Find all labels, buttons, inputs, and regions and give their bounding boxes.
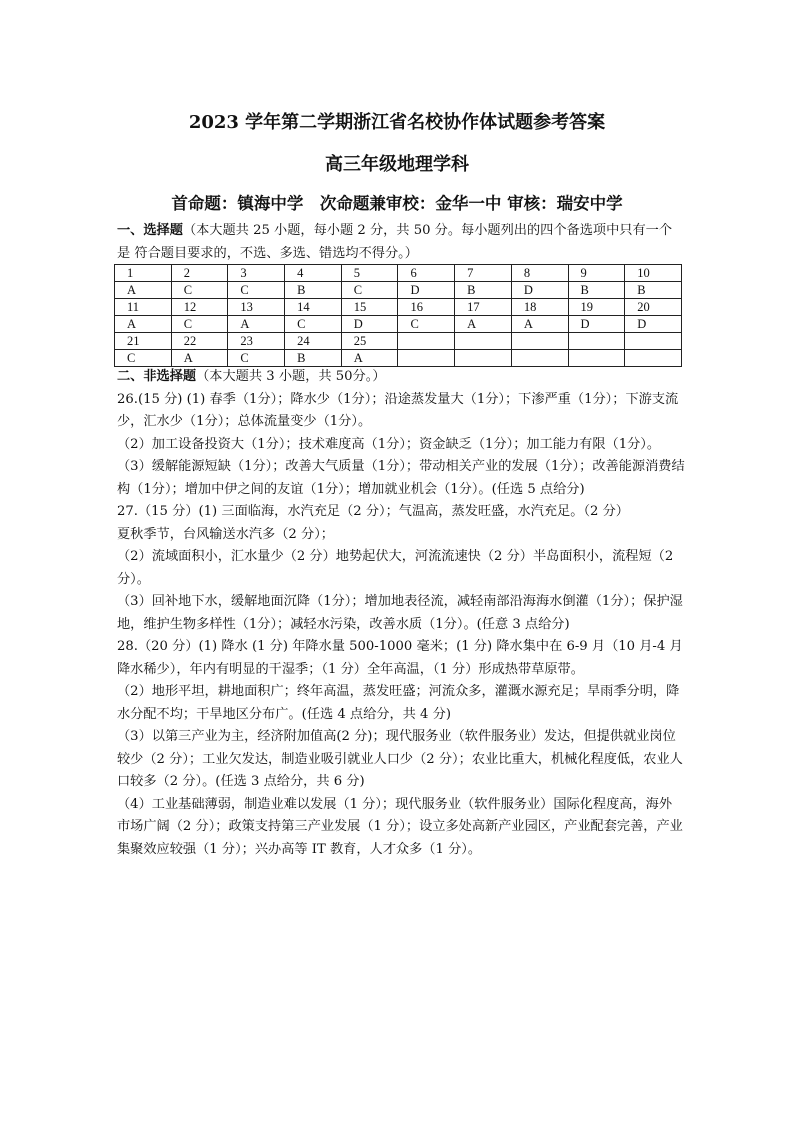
document-subtitle: 高三年级地理学科 <box>325 154 469 175</box>
answer-cell: A <box>511 316 568 333</box>
question-number-cell: 2 <box>171 265 228 282</box>
section-note: （本大题共 3 小题，共 50分。） <box>196 369 386 384</box>
answer-cell: C <box>341 282 398 299</box>
question-number-cell: 25 <box>341 333 398 350</box>
question-number-cell: 3 <box>228 265 285 282</box>
question-number-cell: 10 <box>625 265 682 282</box>
question-number-cell: 11 <box>115 299 172 316</box>
question-number-cell: 20 <box>625 299 682 316</box>
answer-cell: D <box>568 316 625 333</box>
section-heading: 二、非选择题 <box>117 369 197 384</box>
answer-paragraph: （2）加工设备投资大（1分）；技术难度高（1分）；资金缺乏（1分）；加工能力有限（1分）。 <box>117 436 661 452</box>
answer-paragraph: 28.（20 分）(1) 降水 (1 分) 年降水量 500-1000 毫米；(1 分) 降水集中在 6-9 月（10 月-4 月降水稀少），年内有明显的干湿季；（1 分）全年高温，（1 分）形成热带草原带。 <box>117 639 683 677</box>
question-number-cell: 7 <box>455 265 512 282</box>
question-number-cell: 23 <box>228 333 285 350</box>
question-number-cell: 9 <box>568 265 625 282</box>
question-number-cell: 14 <box>285 299 342 316</box>
section-heading: 一、选择题 <box>117 223 183 238</box>
answer-paragraph: 27.（15 分）(1) 三面临海，水汽充足（2 分）；气温高，蒸发旺盛，水汽充足。（2 分） <box>117 504 629 519</box>
question-number-cell: 17 <box>455 299 512 316</box>
answer-cell: B <box>285 282 342 299</box>
answer-cell: C <box>115 350 172 367</box>
question-number-cell: 13 <box>228 299 285 316</box>
question-number-cell: 1 <box>115 265 172 282</box>
answer-cell: A <box>341 350 398 367</box>
answer-table-row <box>115 316 682 333</box>
question-number-cell: 24 <box>285 333 342 350</box>
question-number-cell: 12 <box>171 299 228 316</box>
answer-table-row <box>115 265 682 282</box>
answer-cell: D <box>511 282 568 299</box>
question-number-cell <box>511 333 568 350</box>
answer-cell: D <box>341 316 398 333</box>
answer-cell: C <box>171 316 228 333</box>
section-note: （本大题共 25 小题，每小题 2 分，共 50 分。每小题列出的四个备选项中只有一个是 符合题目要求的，不选、多选、错选均不得分。） <box>117 223 673 261</box>
answer-paragraph: （3）以第三产业为主，经济附加值高(2 分)；现代服务业（软件服务业）发达，但提供就业岗位较少（2 分）；工业欠发达，制造业吸引就业人口少（2 分）；农业比重大，机械化程度低，农业人口较多（2 分）。(任选 3 点给分，共 6 分) <box>117 729 683 789</box>
answer-cell: C <box>398 316 455 333</box>
answer-cell <box>455 350 512 367</box>
answer-paragraph: （3）回补地下水，缓解地面沉降（1分）；增加地表径流，减轻南部沿海海水倒灌（1分）；保护湿地，维护生物多样性（1分）；减轻水污染，改善水质（1分）。(任意 3 点给分) <box>117 594 683 632</box>
answer-cell: C <box>285 316 342 333</box>
answer-paragraph: 26.(15 分) (1) 春季（1分）；降水少（1分）；沿途蒸发量大（1分）；下渗严重（1分）；下游支流少，汇水少（1分）；总体流量变少（1分）。 <box>117 391 679 429</box>
question-number-cell: 5 <box>341 265 398 282</box>
section-multiple-choice-header <box>117 220 685 265</box>
answer-table-row <box>115 333 682 350</box>
answer-cell: A <box>115 316 172 333</box>
answer-cell <box>511 350 568 367</box>
answer-table <box>114 264 682 367</box>
committee-line: 首命题：镇海中学 次命题兼审校：金华一中 审核：瑞安中学 <box>171 194 623 213</box>
answer-cell: B <box>455 282 512 299</box>
question-number-cell <box>625 333 682 350</box>
question-number-cell: 6 <box>398 265 455 282</box>
answer-paragraph: （4）工业基础薄弱，制造业难以发展（1 分）；现代服务业（软件服务业）国际化程度高，海外市场广阔（2 分）；政策支持第三产业发展（1 分）；设立多处高新产业园区，产业配套完善，产业集聚效应较强（1 分）；兴办高等 IT 教育，人才众多（1 分）。 <box>117 796 683 857</box>
answer-cell <box>568 350 625 367</box>
answer-cell: B <box>285 350 342 367</box>
question-number-cell: 4 <box>285 265 342 282</box>
section2-header <box>117 366 685 389</box>
answer-cell: A <box>455 316 512 333</box>
question-number-cell: 21 <box>115 333 172 350</box>
answer-table-row <box>115 282 682 299</box>
answer-table-body <box>115 265 682 367</box>
answer-cell: A <box>171 350 228 367</box>
question-number-cell: 16 <box>398 299 455 316</box>
answer-table-row <box>115 299 682 316</box>
answer-cell <box>625 350 682 367</box>
answer-paragraph: （3）缓解能源短缺（1分）；改善大气质量（1分）；带动相关产业的发展（1分）；改善能源消费结构（1分）；增加中伊之间的友谊（1分）；增加就业机会（1分）。(任选 5 点给分) <box>117 459 685 497</box>
question-number-cell: 15 <box>341 299 398 316</box>
question-number-cell: 8 <box>511 265 568 282</box>
answer-cell <box>398 350 455 367</box>
question-number-cell <box>398 333 455 350</box>
answer-cell: D <box>398 282 455 299</box>
answer-cell: D <box>625 316 682 333</box>
answer-cell: C <box>171 282 228 299</box>
question-number-cell: 19 <box>568 299 625 316</box>
answer-cell: C <box>228 350 285 367</box>
answer-cell: B <box>568 282 625 299</box>
question-number-cell <box>455 333 512 350</box>
question-number-cell <box>568 333 625 350</box>
answer-paragraphs <box>117 389 685 862</box>
answer-paragraph: （2）流域面积小，汇水量少（2 分）地势起伏大，河流流速快（2 分）半岛面积小，流程短（2 分）。 <box>117 549 674 587</box>
answer-cell: A <box>228 316 285 333</box>
answer-table-row <box>115 350 682 367</box>
section-open-questions <box>117 366 685 861</box>
answer-cell: C <box>228 282 285 299</box>
answer-cell: B <box>625 282 682 299</box>
answer-cell: A <box>115 282 172 299</box>
document-title: 2023 学年第二学期浙江省名校协作体试题参考答案 <box>188 112 606 133</box>
answer-paragraph: 夏秋季节，台风输送水汽多（2 分）； <box>117 526 334 542</box>
question-number-cell: 22 <box>171 333 228 350</box>
answer-paragraph: （2）地形平坦，耕地面积广；终年高温，蒸发旺盛；河流众多，灌溉水源充足；旱雨季分明，降水分配不均；干旱地区分布广。(任选 4 点给分，共 4 分) <box>117 684 680 722</box>
question-number-cell: 18 <box>511 299 568 316</box>
